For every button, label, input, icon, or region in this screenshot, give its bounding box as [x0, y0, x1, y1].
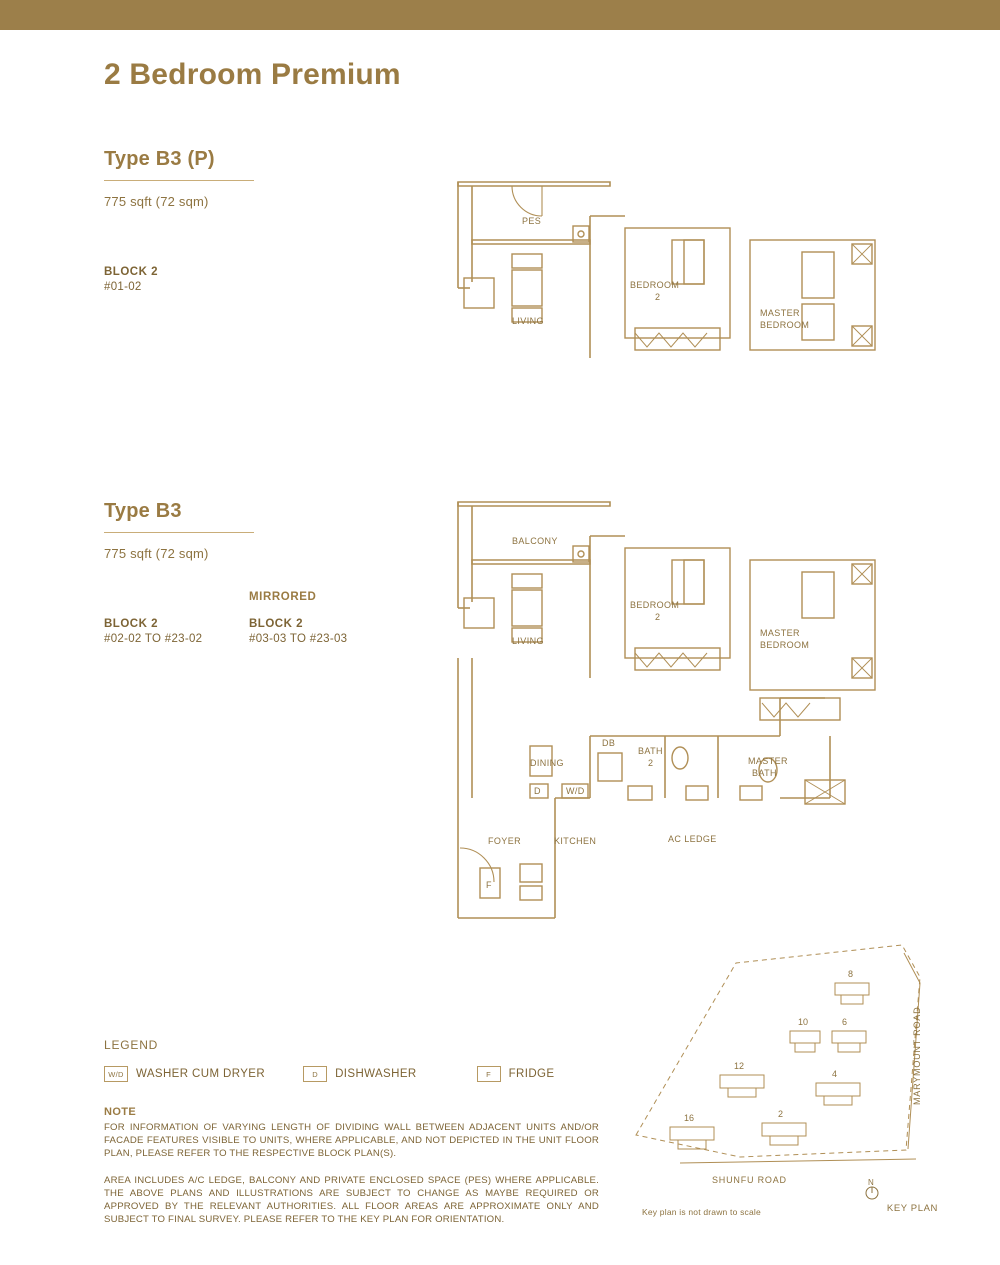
- svg-text:PES: PES: [522, 216, 542, 226]
- legend-code-f: F: [477, 1066, 501, 1082]
- keyplan-block-4: 4: [832, 1069, 838, 1079]
- mirrored-label: [104, 591, 249, 605]
- legend-row: [104, 1066, 624, 1082]
- unit-availability-columns: [104, 239, 254, 293]
- legend-item-washer: [104, 1066, 265, 1082]
- mirrored-label: MIRRORED: [249, 591, 317, 603]
- legend-item-fridge: [477, 1066, 555, 1082]
- svg-text:BATH: BATH: [752, 768, 777, 778]
- keyplan-north-indicator: N: [868, 1178, 874, 1187]
- unit-column: [104, 239, 249, 293]
- note-paragraph-2: AREA INCLUDES A/C LEDGE, BALCONY AND PRIVATE ENCLOSED SPACE (PES) WHERE APPLICABLE. THE ABOVE PLANS AND ILLUSTRATIONS ARE SUBJECT TO CHANGE AS MAYBE REQUIRED OR APPROVED BY THE RELEVANT AUTHORITIES. ALL FLOOR AREAS ARE APPROXIMATE ONLY AND SUBJECT TO FINAL SURVEY. PLEASE REFER TO THE KEY PLAN FOR ORIENTATION.: [104, 1174, 599, 1225]
- floorplan-b3: [450, 498, 880, 928]
- svg-text:DB: DB: [602, 738, 616, 748]
- unit-numbers: #02-02 TO #23-02: [104, 633, 203, 645]
- keyplan-label: KEY PLAN: [886, 1203, 938, 1214]
- svg-text:2: 2: [655, 612, 661, 622]
- keyplan-road-marymount: MARYMOUNT ROAD: [912, 1006, 922, 1105]
- key-plan: [620, 935, 950, 1235]
- keyplan-block-6: 6: [842, 1017, 848, 1027]
- svg-text:MASTER: MASTER: [748, 756, 788, 766]
- unit-availability-columns: [104, 591, 394, 645]
- unit-column: [104, 591, 249, 645]
- svg-text:D: D: [534, 786, 541, 796]
- svg-text:LIVING: LIVING: [512, 636, 544, 646]
- svg-text:BEDROOM: BEDROOM: [630, 280, 680, 290]
- legend-title: LEGEND: [104, 1038, 159, 1052]
- svg-text:BEDROOM: BEDROOM: [760, 320, 810, 330]
- unit-area-label: 775 sqft (72 sqm): [104, 194, 209, 209]
- top-accent-bar: [0, 0, 1000, 30]
- svg-text:MASTER: MASTER: [760, 628, 800, 638]
- block-label: BLOCK 2: [104, 618, 158, 630]
- unit-column-mirrored: [249, 591, 394, 645]
- svg-text:W/D: W/D: [566, 786, 585, 796]
- legend-label-f: FRIDGE: [508, 1068, 555, 1080]
- floorplan-b3p: [450, 178, 880, 393]
- svg-text:DINING: DINING: [530, 758, 564, 768]
- svg-text:2: 2: [648, 758, 654, 768]
- svg-text:F: F: [486, 880, 492, 890]
- unit-type-label: Type B3: [104, 500, 254, 533]
- keyplan-road-shunfu: SHUNFU ROAD: [712, 1175, 787, 1185]
- svg-text:KITCHEN: KITCHEN: [554, 836, 597, 846]
- block-label: BLOCK 2: [104, 266, 158, 278]
- keyplan-caption: Key plan is not drawn to scale: [642, 1207, 761, 1217]
- unit-block-b3: [104, 500, 394, 645]
- svg-text:BATH: BATH: [638, 746, 663, 756]
- svg-text:BALCONY: BALCONY: [512, 536, 558, 546]
- legend-label-d: DISHWASHER: [335, 1068, 417, 1080]
- legend-code-d: D: [303, 1066, 327, 1082]
- svg-text:LIVING: LIVING: [512, 316, 544, 326]
- note-paragraph-1: FOR INFORMATION OF VARYING LENGTH OF DIVIDING WALL BETWEEN ADJACENT UNITS AND/OR FACADE FEATURES VISIBLE TO UNITS, WHERE APPLICABLE, AND NOT DEPICTED IN THE UNIT FLOOR PLAN, PLEASE REFER TO THE RESPECTIVE BLOCK PLAN(S).: [104, 1122, 599, 1159]
- svg-text:MASTER: MASTER: [760, 308, 800, 318]
- svg-text:BEDROOM: BEDROOM: [630, 600, 680, 610]
- keyplan-block-8: 8: [848, 969, 854, 979]
- legend: [104, 1038, 624, 1082]
- mirrored-label: [104, 239, 249, 253]
- unit-block-b3p: [104, 148, 254, 293]
- keyplan-block-10: 10: [798, 1017, 809, 1027]
- unit-numbers: #03-03 TO #23-03: [249, 633, 348, 645]
- legend-label-wd: WASHER CUM DRYER: [136, 1068, 266, 1080]
- note-title: NOTE: [104, 1106, 137, 1118]
- svg-text:BEDROOM: BEDROOM: [760, 640, 810, 650]
- unit-type-label: Type B3 (P): [104, 148, 254, 181]
- keyplan-block-2: 2: [778, 1109, 784, 1119]
- note-section: [104, 1106, 599, 1227]
- keyplan-block-16: 16: [684, 1113, 695, 1123]
- block-label: BLOCK 2: [249, 618, 303, 630]
- svg-text:2: 2: [655, 292, 661, 302]
- keyplan-block-12: 12: [734, 1061, 745, 1071]
- unit-numbers: #01-02: [104, 281, 142, 293]
- unit-area-label: 775 sqft (72 sqm): [104, 546, 209, 561]
- svg-text:AC LEDGE: AC LEDGE: [668, 834, 717, 844]
- legend-code-wd: W/D: [104, 1066, 128, 1082]
- page-title: 2 Bedroom Premium: [104, 58, 401, 91]
- svg-text:FOYER: FOYER: [488, 836, 522, 846]
- legend-item-dishwasher: [303, 1066, 417, 1082]
